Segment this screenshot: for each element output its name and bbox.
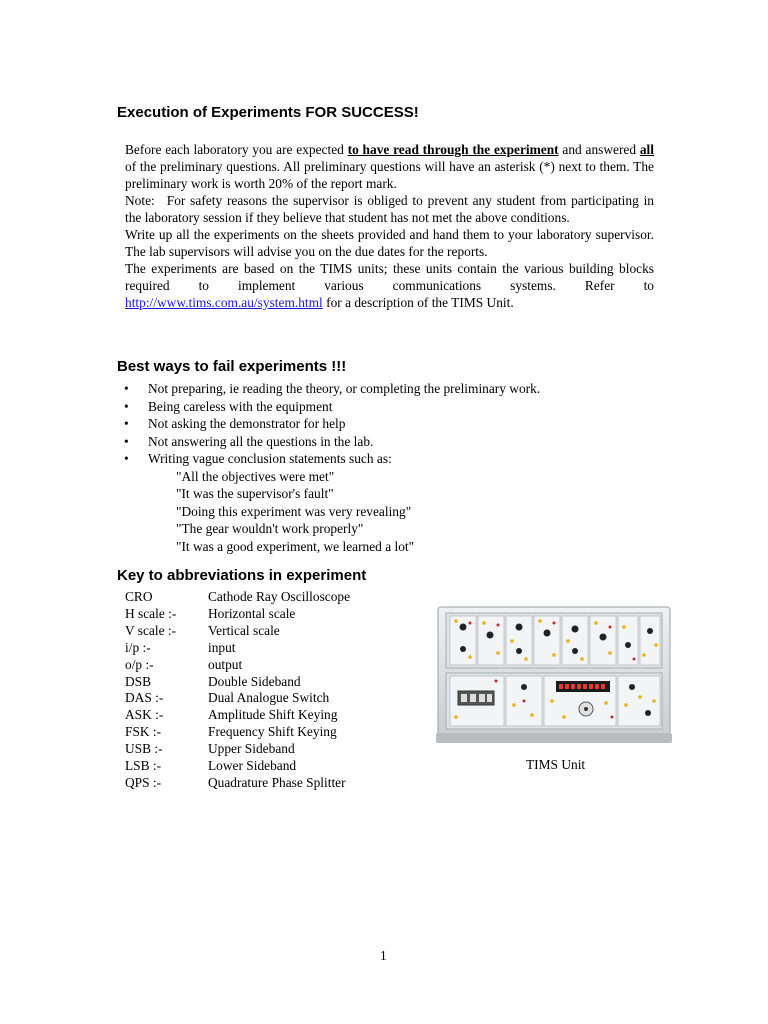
quote-item: "Doing this experiment was very revealing": [176, 503, 412, 519]
quote-item: "All the objectives were met": [176, 468, 335, 484]
quote-item: "It was a good experiment, we learned a lot": [176, 538, 415, 554]
page-number: 1: [380, 948, 387, 963]
bullet-icon: •: [124, 398, 129, 414]
bullet-icon: •: [124, 381, 129, 396]
heading-abbreviations: Key to abbreviations in experiment: [117, 567, 367, 584]
table-row: QPS :- Quadrature Phase Splitter: [125, 774, 346, 790]
list-item: • Being careless with the equipment: [124, 398, 333, 414]
paragraph-writeup: Write up all the experiments on the sheets provided and hand them to your laboratory supervisor. The lab supervisors will advise you on the due dates for the reports.: [125, 227, 654, 259]
paragraph-tims: The experiments are based on the TIMS units; these units contain the various building blocks required to implement various communications systems. Refer to http://www.tims.com.au/system.html for a description of the TIMS Unit.: [125, 261, 654, 310]
list-item: • Writing vague conclusion statements such as: "All the objectives were met" "It was the supervisor's fault" "Doing this experiment was very revealing" "The gear wouldn't work properly" "It was a good experiment, we learned a lot": [120, 450, 680, 555]
abbreviation-table: [125, 589, 350, 792]
list-item: • Not preparing, ie reading the theory, or completing the preliminary work.: [124, 381, 541, 396]
table-row: LSB :- Lower Sideband: [125, 758, 297, 774]
table-row: o/p :- output: [125, 656, 243, 672]
bullet-icon: •: [124, 433, 129, 449]
quote-item: "The gear wouldn't work properly": [176, 521, 364, 536]
heading-best-ways-to-fail: Best ways to fail experiments !!!: [117, 358, 347, 375]
table-row: DSB Double Sideband: [125, 673, 301, 689]
quote-item: "It was the supervisor's fault": [176, 486, 334, 501]
heading-execution: Execution of Experiments FOR SUCCESS!: [117, 104, 419, 121]
table-row: DAS :- Dual Analogue Switch: [125, 690, 330, 706]
bullet-icon: •: [124, 416, 129, 431]
quote-list: [148, 468, 680, 556]
tims-link[interactable]: http://www.tims.com.au/system.html: [125, 295, 323, 310]
list-item: • Not asking the demonstrator for help: [124, 416, 346, 431]
table-row: CRO Cathode Ray Oscilloscope: [125, 589, 351, 604]
table-row: ASK :- Amplitude Shift Keying: [125, 707, 338, 723]
fail-list: [120, 380, 680, 555]
intro-text: [125, 141, 654, 311]
table-row: H scale :- Horizontal scale: [125, 605, 296, 621]
table-row: USB :- Upper Sideband: [125, 741, 295, 757]
emphasis-read-through: to have read through the experiment: [347, 142, 559, 157]
list-item: • Not answering all the questions in the lab.: [124, 433, 374, 449]
table-row: FSK :- Frequency Shift Keying: [125, 724, 337, 740]
tims-unit-image: [436, 605, 672, 745]
note-text: For safety reasons the supervisor is obliged to prevent any student from participating in the laboratory session if they believe that student has not met the above conditions.: [125, 193, 654, 225]
note-label: Note:: [125, 193, 155, 208]
paragraph-preliminary: Before each laboratory you are expected to have read through the experiment and answered all of the preliminary questions. All preliminary questions will have an asterisk (*) next to them. The preliminary work is worth 20% of the report mark.: [125, 142, 654, 191]
paragraph-note: [125, 192, 654, 226]
table-row: V scale :- Vertical scale: [125, 622, 280, 638]
table-row: i/p :- input: [125, 639, 236, 655]
bullet-icon: •: [124, 451, 129, 466]
image-caption: TIMS Unit: [526, 757, 586, 772]
emphasis-all: all: [639, 142, 654, 157]
